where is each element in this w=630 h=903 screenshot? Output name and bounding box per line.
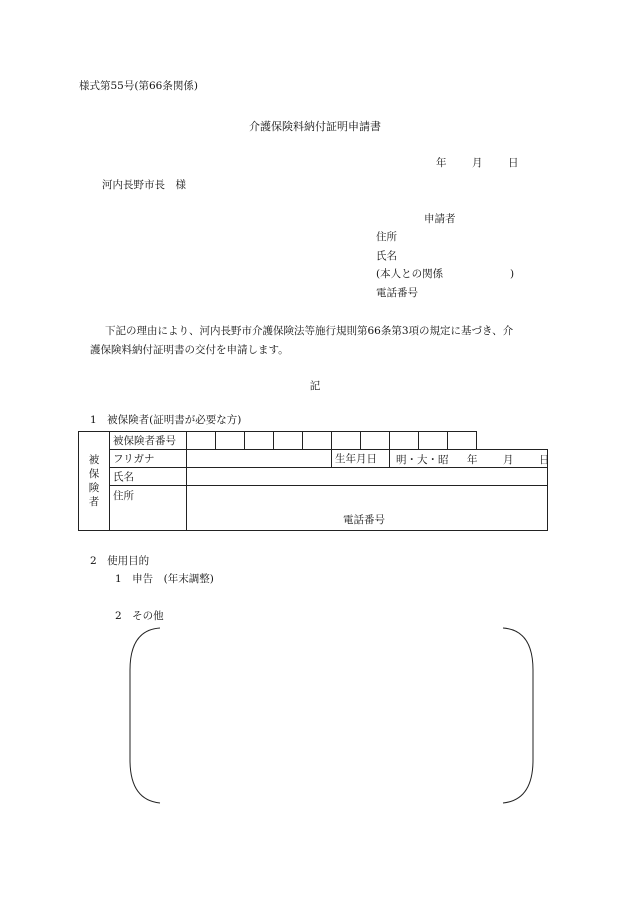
applicant-relationship-label: (本人との関係 xyxy=(376,268,444,280)
left-bracket xyxy=(130,628,160,803)
birth-month-unit: 月 xyxy=(503,454,514,466)
applicant-heading: 申請者 xyxy=(424,213,456,225)
addressee: 河内長野市長 様 xyxy=(102,179,186,191)
date-year: 年 xyxy=(436,157,447,169)
section1-heading: 1 被保険者(証明書が必要な方) xyxy=(90,414,242,426)
birth-year-unit: 年 xyxy=(467,454,478,466)
era-options: 明・大・昭 xyxy=(396,454,449,466)
insured-address-label: 住所 xyxy=(110,486,187,531)
ki-heading: 記 xyxy=(309,380,321,392)
purpose-option-tax-return[interactable]: 1 申告 (年末調整) xyxy=(115,573,214,585)
form-number: 様式第55号(第66条関係) xyxy=(79,80,198,92)
body-text-line1: 下記の理由により、河内長野市介護保険法等施行規則第66条第3項の規定に基づき、介 xyxy=(105,325,514,337)
date-month: 月 xyxy=(472,157,483,169)
purpose-option-other[interactable]: 2 その他 xyxy=(115,610,164,622)
applicant-phone-label: 電話番号 xyxy=(376,287,418,299)
document-title: 介護保険料納付証明申請書 xyxy=(249,120,381,133)
body-text-line2: 護保険料納付証明書の交付を申請します。 xyxy=(90,344,289,356)
right-bracket xyxy=(503,628,533,803)
insured-phone-label: 電話番号 xyxy=(343,514,385,526)
relationship-close-paren: ) xyxy=(510,268,515,280)
birthdate-label: 生年月日 xyxy=(332,450,390,468)
insured-number-label: 被保険者番号 xyxy=(110,432,187,450)
insured-name-label: 氏名 xyxy=(110,468,187,486)
applicant-address-label: 住所 xyxy=(376,231,397,243)
date-day: 日 xyxy=(508,157,519,169)
section2-heading: 2 使用目的 xyxy=(90,555,150,567)
applicant-name-label: 氏名 xyxy=(376,250,397,262)
insured-side-label: 被 保 険 者 xyxy=(79,432,110,531)
furigana-label: フリガナ xyxy=(110,450,187,468)
birth-day-unit: 日 xyxy=(539,454,550,466)
